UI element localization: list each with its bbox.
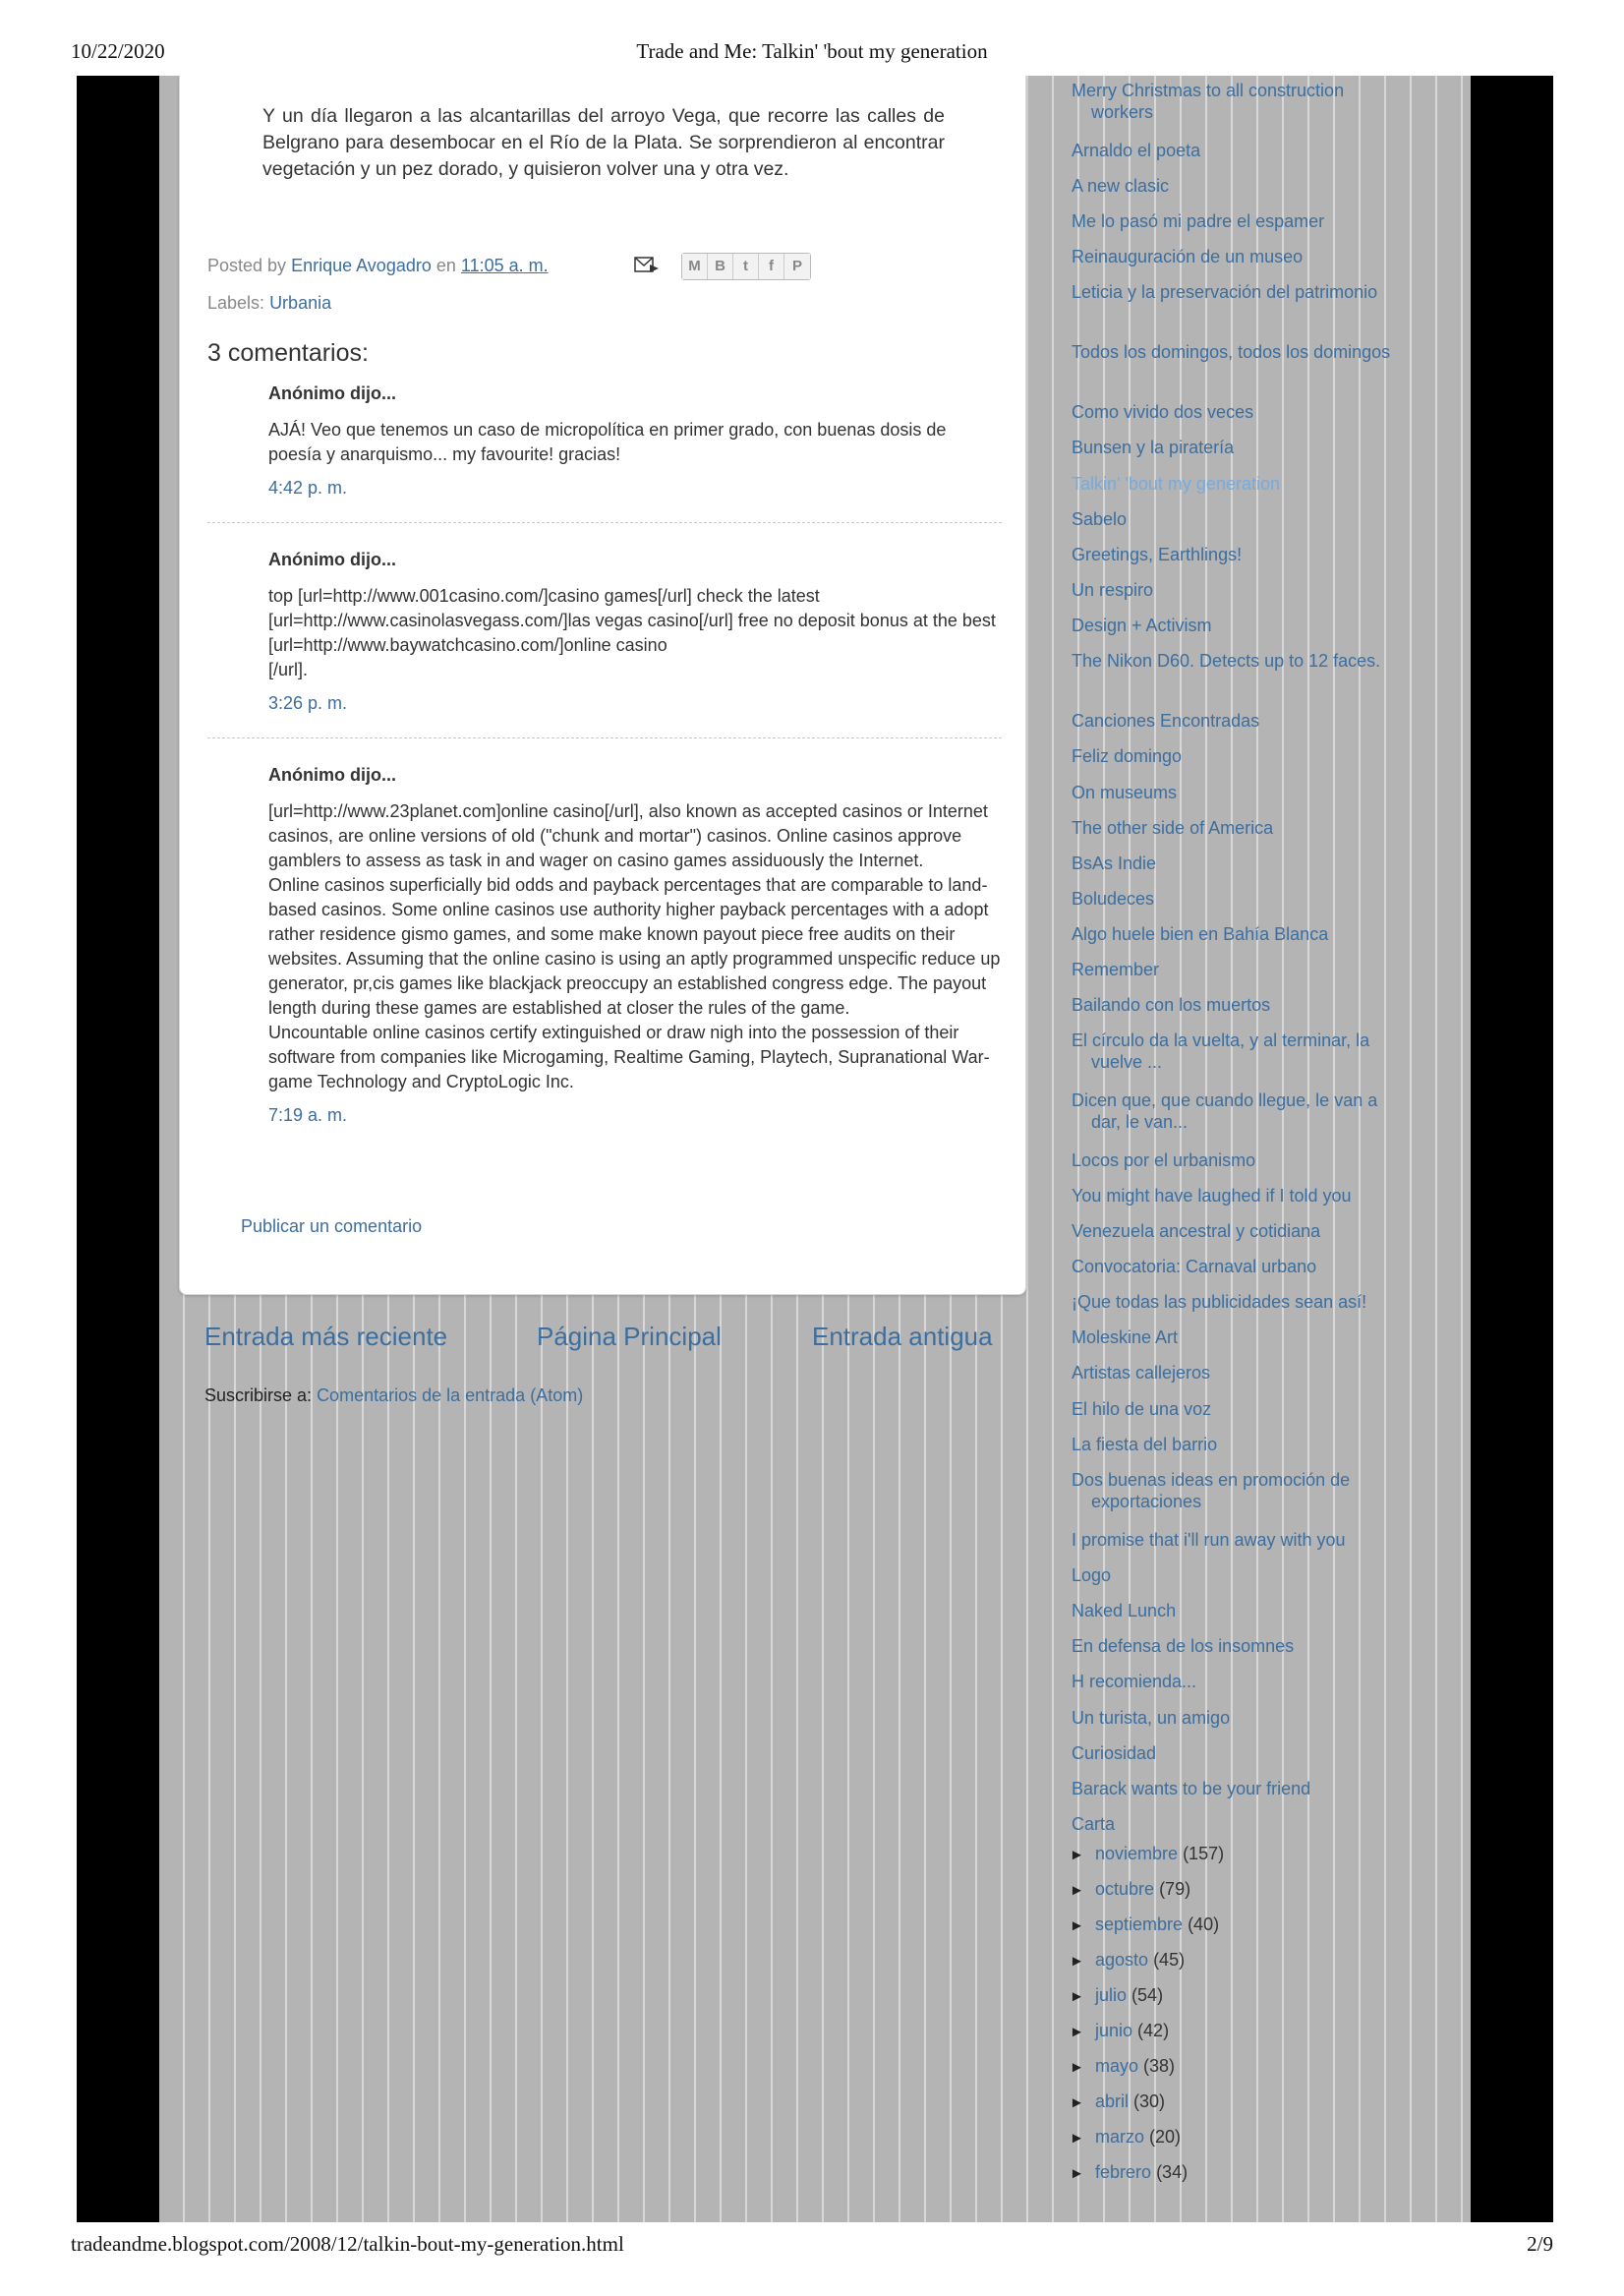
sidebar-post-link[interactable] [1072,615,1396,636]
comment [207,547,1002,716]
sidebar-post-link[interactable] [1072,341,1396,363]
expand-arrow-icon[interactable]: ► [1070,2059,1084,2076]
sidebar-post-label: ¡Que todas las publicidades sean así! [1072,1292,1367,1312]
sidebar-post-link[interactable] [1072,210,1396,232]
twitter-share-icon[interactable]: t [733,254,759,279]
sidebar-post-label: Greetings, Earthlings! [1072,545,1243,564]
comment-body: [url=http://www.23planet.com]online casino[/url], also known as accepted casinos or Internet casinos, are online versions of old ("chunk and mortar") casinos. Online casinos approve gamblers to assess as task in and wager on casino games assiduously the Internet. Online casinos superficially bid odds and payback percentages that are comparable to land-based casinos. Some online casinos use authority higher payback percentages with a adopt rather residence gismo games, and some make known payout piece free audits on their websites. Assuming that the online casino is using an aptly programmed unspecific reduce up generator, pr,cis games like blackjack preoccupy an established congress edge. The payout length during these games are established at closer the rules of the game. Uncountable online casinos certify extinguished or draw nigh into the possession of their software from companies like Microgaming, Realtime Gaming, Playtech, Supranational War-game Technology and CryptoLogic Inc. [268,801,1001,1091]
sidebar-post-link[interactable] [1072,1220,1396,1242]
archive-count: (54) [1131,1985,1164,2005]
sidebar-post-label: Como vivido dos veces [1072,402,1254,422]
blogger-share-icon[interactable]: B [708,254,733,279]
expand-arrow-icon[interactable]: ► [1070,1917,1084,1934]
archive-count: (42) [1137,2021,1170,2040]
sidebar-post-label: La fiesta del barrio [1072,1435,1218,1454]
newer-post-link[interactable]: Entrada más reciente [204,1322,448,1351]
sidebar-post-link[interactable] [1072,1529,1396,1551]
expand-arrow-icon[interactable]: ► [1070,2024,1084,2040]
archive-month-link[interactable]: septiembre [1095,1914,1184,1934]
sidebar-post-link[interactable] [1072,650,1396,672]
archive-count: (157) [1183,1844,1225,1863]
publish-comment-link[interactable]: Publicar un comentario [241,1216,423,1236]
archive-list [1070,1842,1224,2196]
sidebar-post-link[interactable] [1072,1030,1396,1073]
sidebar-post-label: A new clasic [1072,176,1170,196]
archive-month-link[interactable]: noviembre [1095,1844,1179,1863]
sidebar-post-link[interactable] [1072,508,1396,530]
expand-arrow-icon[interactable]: ► [1070,1882,1084,1899]
sidebar-post-link[interactable] [1072,782,1396,803]
print-title: Trade and Me: Talkin' 'bout my generation [636,39,988,63]
archive-count: (45) [1153,1950,1186,1970]
sidebar-post-label: Venezuela ancestral y cotidiana [1072,1221,1321,1241]
archive-item[interactable] [1070,2125,1224,2160]
sidebar-post-label: The other side of America [1072,818,1274,838]
comment-body: top [url=http://www.001casino.com/]casino games[/url] check the latest [url=http://www.casinolasvegass.com/]las vegas casino[/url] free no deposit bonus at the best [url=http://www.baywatchcasino.com/]online casino [/url]. [268,586,996,679]
print-url: tradeandme.blogspot.com/2008/12/talkin-bout-my-generation.html [71,2232,624,2256]
sidebar-post-link[interactable] [1072,281,1396,303]
facebook-share-icon[interactable]: f [759,254,784,279]
print-date: 10/22/2020 [71,39,165,63]
sidebar-post-link[interactable] [1072,1291,1396,1313]
comment [207,381,1002,500]
sidebar-post-label: Barack wants to be your friend [1072,1779,1311,1798]
sidebar-post-link[interactable] [1072,140,1396,161]
archive-item[interactable] [1070,1983,1224,2019]
print-page-number: 2/9 [1527,2232,1553,2256]
archive-item[interactable] [1070,2160,1224,2196]
sidebar-post-label: On museums [1072,783,1178,802]
sidebar-post-link[interactable] [1072,544,1396,565]
archive-month-link[interactable]: julio [1095,1985,1128,2005]
sidebar-post-link[interactable] [1072,437,1396,458]
sidebar-post-label: Sabelo [1072,509,1128,529]
sidebar-post-label: Artistas callejeros [1072,1363,1211,1383]
comments-list [207,381,1002,1128]
sidebar-post-link[interactable] [1072,1564,1396,1586]
sidebar-post-label: El círculo da la vuelta, y al terminar, la vuelve ... [1072,1030,1370,1072]
post-body: Y un día llegaron a las alcantarillas del arroyo Vega, que recorre las calles de Belgrano para desembocar en el Río de la Plata. Se sorprendieron al encontrar vegetación y un pez dorado, y quisieron volver una y otra vez. [262,105,945,180]
subscribe-label: Suscribirse a: [204,1385,313,1405]
sidebar-post-label: Todos los domingos, todos los domingos [1072,342,1391,362]
sidebar-post-link[interactable] [1072,1089,1396,1133]
sidebar-post-link[interactable] [1072,745,1396,767]
post-timestamp-link[interactable]: 11:05 a. m. [460,256,549,275]
sidebar-post-label: Moleskine Art [1072,1327,1179,1347]
sidebar-post-label: Bunsen y la piratería [1072,438,1235,457]
sidebar-post-link[interactable] [1072,80,1396,123]
archive-count: (34) [1156,2162,1189,2182]
expand-arrow-icon[interactable]: ► [1070,2130,1084,2147]
comment-author: Anónimo dijo... [268,550,396,569]
comment-divider [207,737,1002,738]
archive-month-link[interactable]: abril [1095,2091,1130,2111]
archive-item[interactable] [1070,2019,1224,2054]
archive-item[interactable] [1070,1877,1224,1913]
share-buttons [681,253,811,280]
expand-arrow-icon[interactable]: ► [1070,2165,1084,2182]
sidebar-post-link[interactable] [1072,1469,1396,1512]
archive-item[interactable] [1070,1913,1224,1948]
sidebar-post-label: Un respiro [1072,580,1154,600]
archive-item[interactable] [1070,2054,1224,2090]
sidebar-post-link[interactable] [1072,888,1396,910]
sidebar-post-label: Talkin' 'bout my generation [1072,474,1280,494]
sidebar-post-link[interactable] [1072,853,1396,874]
sidebar-post-label: Canciones Encontradas [1072,711,1260,731]
comment [207,762,1002,1128]
en-label: en [435,256,456,275]
subscribe-atom-link[interactable]: Comentarios de la entrada (Atom) [317,1385,584,1405]
comment-timestamp-link[interactable]: 3:26 p. m. [268,693,348,713]
print-footer [71,2232,1553,2262]
sidebar-post-link[interactable] [1072,959,1396,980]
sidebar-post-link[interactable] [1072,994,1396,1016]
label-link[interactable]: Urbania [269,293,332,313]
comment-body: AJÁ! Veo que tenemos un caso de micropolítica en primer grado, con buenas dosis de poesía y anarquismo... my favourite! gracias! [268,420,947,464]
comment-divider [207,522,1002,523]
archive-item[interactable] [1070,2090,1224,2125]
sidebar-post-label: Algo huele bien en Bahía Blanca [1072,924,1329,944]
sidebar-post-label: The Nikon D60. Detects up to 12 faces. [1072,651,1381,671]
sidebar-post-label: Curiosidad [1072,1743,1157,1763]
archive-count: (38) [1143,2056,1176,2076]
sidebar-post-link[interactable] [1072,817,1396,839]
author-link[interactable]: Enrique Avogadro [291,256,432,275]
sidebar-post-label: Merry Christmas to all construction workers [1072,81,1345,122]
sidebar-post-link[interactable] [1072,1398,1396,1420]
home-link[interactable]: Página Principal [537,1322,722,1351]
sidebar-post-label: Me lo pasó mi padre el espamer [1072,211,1325,231]
sidebar-post-link[interactable] [1072,1813,1396,1835]
comment-author: Anónimo dijo... [268,765,396,785]
archive-count: (20) [1149,2127,1182,2147]
sidebar-post-label: H recomienda... [1072,1672,1197,1691]
sidebar-post-link[interactable] [1072,1600,1396,1621]
sidebar-post-link[interactable] [1072,1742,1396,1764]
archive-count: (30) [1133,2091,1166,2111]
sidebar-post-link[interactable] [1072,579,1396,601]
subscribe-line [204,1385,583,1406]
sidebar-post-label: Convocatoria: Carnaval urbano [1072,1257,1317,1276]
pinterest-share-icon[interactable]: P [784,254,810,279]
sidebar-post-link[interactable] [1072,246,1396,267]
posted-by-label: Posted by [207,256,287,275]
older-post-link[interactable]: Entrada antigua [812,1322,993,1351]
sidebar-post-label: Feliz domingo [1072,746,1183,766]
sidebar-post-link[interactable] [1072,175,1396,197]
expand-arrow-icon[interactable]: ► [1070,2094,1084,2111]
archive-month-link[interactable]: junio [1095,2021,1133,2040]
labels-label: Labels: [207,293,265,313]
sidebar-post-link[interactable] [1072,1256,1396,1277]
sidebar-post-label: Remember [1072,960,1160,979]
sidebar-post-link[interactable] [1072,401,1396,423]
post-footer [207,251,1014,318]
sidebar-post-link[interactable] [1072,1434,1396,1455]
sidebar-post-label: BsAs Indie [1072,854,1157,873]
page-canvas [77,76,1553,2222]
sidebar-post-label: Arnaldo el poeta [1072,141,1201,160]
sidebar-post-label: I promise that i'll run away with you [1072,1530,1346,1550]
comments-title: 3 comentarios: [207,339,369,367]
sidebar-post-link[interactable] [1072,1707,1396,1729]
sidebar-post-label: En defensa de los insomnes [1072,1636,1295,1656]
expand-arrow-icon[interactable]: ► [1070,1953,1084,1970]
email-share-icon[interactable]: M [682,254,708,279]
print-header [71,39,1553,69]
archive-item[interactable] [1070,1948,1224,1983]
sidebar-post-label: Design + Activism [1072,616,1212,635]
sidebar-post-link[interactable] [1072,1185,1396,1207]
sidebar-post-link[interactable] [1072,473,1396,495]
sidebar-post-label: Leticia y la preservación del patrimonio [1072,282,1378,302]
comment-author: Anónimo dijo... [268,383,396,403]
expand-arrow-icon[interactable]: ► [1070,1988,1084,2005]
sidebar-post-label: Dicen que, que cuando llegue, le van a dar, le van... [1072,1090,1378,1132]
sidebar-post-link[interactable] [1072,710,1396,732]
sidebar-post-label: Dos buenas ideas en promoción de exportaciones [1072,1470,1351,1511]
sidebar-post-label: Locos por el urbanismo [1072,1150,1256,1170]
sidebar-post-label: Logo [1072,1565,1112,1585]
comment-timestamp-link[interactable]: 7:19 a. m. [268,1105,348,1125]
sidebar-post-link[interactable] [1072,1671,1396,1692]
sidebar-post-link[interactable] [1072,1635,1396,1657]
email-post-icon[interactable] [634,257,660,274]
sidebar-post-label: Boludeces [1072,889,1155,909]
sidebar-post-label: Bailando con los muertos [1072,995,1271,1015]
sidebar-post-link[interactable] [1072,923,1396,945]
post-card [179,76,1026,1295]
archive-month-link[interactable]: mayo [1095,2056,1139,2076]
sidebar-post-link[interactable] [1072,1778,1396,1799]
archive-month-link[interactable]: marzo [1095,2127,1145,2147]
archive-month-link[interactable]: octubre [1095,1879,1155,1899]
sidebar-post-label: Naked Lunch [1072,1601,1177,1620]
sidebar-post-label: Reinauguración de un museo [1072,247,1304,266]
archive-count: (79) [1159,1879,1191,1899]
archive-count: (40) [1188,1914,1220,1934]
sidebar-post-link[interactable] [1072,1149,1396,1171]
sidebar-post-link[interactable] [1072,1326,1396,1348]
expand-arrow-icon[interactable]: ► [1070,1847,1084,1863]
sidebar-post-label: Un turista, un amigo [1072,1708,1231,1728]
archive-month-link[interactable]: febrero [1095,2162,1152,2182]
sidebar-post-label: Carta [1072,1814,1116,1834]
sidebar-post-label: El hilo de una voz [1072,1399,1212,1419]
sidebar-post-link[interactable] [1072,1362,1396,1383]
comment-timestamp-link[interactable]: 4:42 p. m. [268,478,348,498]
archive-item[interactable] [1070,1842,1224,1877]
archive-month-link[interactable]: agosto [1095,1950,1149,1970]
sidebar-post-label: You might have laughed if I told you [1072,1186,1352,1206]
